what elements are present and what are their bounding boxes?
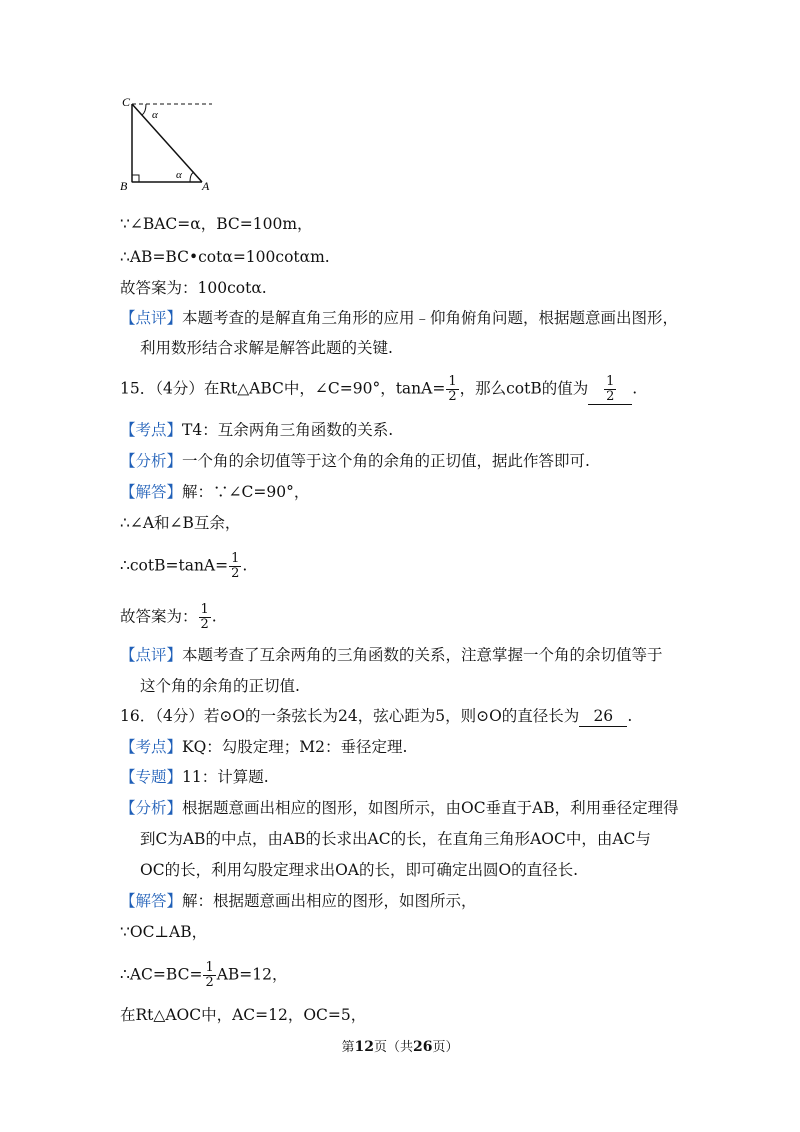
fraction-numerator: 1 bbox=[200, 602, 209, 617]
kaodian-text: T4：互余两角三角函数的关系. bbox=[182, 421, 394, 439]
footer-total-pages: 26 bbox=[413, 1039, 433, 1055]
fenxi-tag: 【分析】 bbox=[120, 452, 183, 470]
angle-arc-top bbox=[142, 104, 146, 115]
triangle-figure bbox=[112, 90, 232, 195]
comment-text-1: 本题考查的是解直角三角形的应用﹣仰角俯角问题，根据题意画出图形， bbox=[182, 309, 679, 327]
q15-stem bbox=[120, 375, 637, 405]
q16-step-2a: ∴AC=BC= bbox=[120, 965, 203, 984]
fenxi-text: 一个角的余切值等于这个角的余角的正切值，据此作答即可. bbox=[182, 452, 590, 470]
fraction-denominator: 2 bbox=[231, 566, 240, 581]
q16-step-2 bbox=[120, 961, 288, 990]
jieda-tag: 【解答】 bbox=[120, 892, 183, 910]
jieda-text: 解：∵∠C=90°， bbox=[182, 483, 310, 501]
label-a: A bbox=[202, 179, 210, 193]
jieda-tag: 【解答】 bbox=[120, 483, 183, 501]
q16-step-2b: AB=12， bbox=[216, 965, 288, 984]
q14-line-1: ∵∠BAC=α，BC=100m， bbox=[120, 215, 313, 233]
q16-step-2-fraction bbox=[203, 961, 215, 990]
zhuanti-text: 11：计算题. bbox=[182, 768, 269, 786]
zhuanti-tag: 【专题】 bbox=[120, 768, 183, 786]
q15-kaodian bbox=[120, 420, 393, 440]
fraction-denominator: 2 bbox=[606, 389, 615, 404]
q15-stem-c: . bbox=[632, 379, 638, 398]
fraction-numerator: 1 bbox=[606, 374, 615, 389]
q15-final-text: 故答案为： bbox=[120, 607, 198, 626]
fraction-denominator: 2 bbox=[205, 975, 214, 990]
q14-comment-2: 利用数形结合求解是解答此题的关键. bbox=[140, 339, 393, 357]
kaodian-tag: 【考点】 bbox=[120, 421, 183, 439]
q15-step-2-fraction bbox=[229, 552, 241, 581]
q15-jieda bbox=[120, 482, 309, 502]
q15-final bbox=[120, 603, 217, 632]
q15-stem-fraction bbox=[446, 375, 458, 404]
comment-tag: 【点评】 bbox=[120, 309, 183, 327]
q16-kaodian bbox=[120, 737, 407, 757]
q16-jieda bbox=[120, 891, 477, 911]
q15-step-2-end: . bbox=[242, 556, 248, 575]
q15-step-1: ∴∠A和∠B互余， bbox=[120, 514, 241, 532]
q16-step-3: 在Rt△AOC中，AC=12，OC=5， bbox=[120, 1006, 367, 1024]
fenxi-text-1: 根据题意画出相应的图形，如图所示，由OC垂直于AB，利用垂径定理得 bbox=[182, 799, 679, 817]
footer-mid: 页（共 bbox=[373, 1040, 413, 1055]
q14-line-3: 故答案为：100cotα. bbox=[120, 279, 267, 297]
q15-comment-2: 这个角的余角的正切值. bbox=[140, 677, 300, 695]
q16-fenxi-3: OC的长，利用勾股定理求出OA的长，即可确定出圆O的直径长. bbox=[140, 861, 579, 879]
q15-comment bbox=[120, 645, 663, 665]
q15-step-2-text: ∴cotB=tanA= bbox=[120, 556, 229, 575]
q16-stem-b: . bbox=[627, 707, 633, 725]
q15-stem-a: 15．（4分）在Rt△ABC中，∠C=90°，tanA= bbox=[120, 379, 446, 398]
footer-pre: 第 bbox=[341, 1040, 355, 1055]
fraction-numerator: 1 bbox=[205, 960, 214, 975]
q15-fenxi bbox=[120, 451, 590, 471]
fraction-denominator: 2 bbox=[448, 389, 457, 404]
q15-answer-blank bbox=[588, 375, 632, 405]
label-alpha-bottom: α bbox=[176, 169, 182, 181]
q15-final-end: . bbox=[211, 607, 217, 626]
footer-post: 页） bbox=[432, 1040, 459, 1055]
page-footer bbox=[0, 1036, 800, 1055]
side-ca bbox=[132, 104, 202, 182]
fraction-numerator: 1 bbox=[448, 374, 457, 389]
q15-step-2 bbox=[120, 552, 247, 581]
comment-text-1: 本题考查了互余两角的三角函数的关系，注意掌握一个角的余切值等于 bbox=[182, 646, 663, 664]
q16-zhuanti bbox=[120, 767, 269, 787]
q16-stem-a: 16．（4分）若⊙O的一条弦长为24，弦心距为5，则⊙O的直径长为 bbox=[120, 707, 580, 725]
fraction-numerator: 1 bbox=[231, 551, 240, 566]
kaodian-tag: 【考点】 bbox=[120, 738, 183, 756]
footer-page-number: 12 bbox=[354, 1039, 374, 1055]
label-b: B bbox=[120, 179, 128, 193]
label-alpha-top: α bbox=[152, 109, 158, 121]
jieda-text: 解：根据题意画出相应的图形，如图所示， bbox=[182, 892, 477, 910]
q15-final-fraction bbox=[199, 603, 211, 632]
q15-answer-fraction bbox=[604, 375, 616, 404]
q16-fenxi bbox=[120, 798, 679, 818]
kaodian-text: KQ：勾股定理；M2：垂径定理. bbox=[182, 738, 408, 756]
q16-stem bbox=[120, 706, 632, 727]
q15-stem-b: ，那么cotB的值为 bbox=[459, 379, 589, 398]
right-angle-mark bbox=[132, 175, 139, 182]
fraction-denominator: 2 bbox=[200, 617, 209, 632]
q16-fenxi-2: 到C为AB的中点，由AB的长求出AC的长，在直角三角形AOC中，由AC与 bbox=[140, 830, 651, 848]
q14-comment bbox=[120, 308, 678, 328]
q16-step-1: ∵OC⊥AB， bbox=[120, 923, 208, 941]
fenxi-tag: 【分析】 bbox=[120, 799, 183, 817]
label-c: C bbox=[122, 95, 131, 109]
q16-answer-blank: 26 bbox=[579, 706, 627, 727]
q14-line-2: ∴AB=BC•cotα=100cotαm. bbox=[120, 248, 330, 266]
comment-tag: 【点评】 bbox=[120, 646, 183, 664]
